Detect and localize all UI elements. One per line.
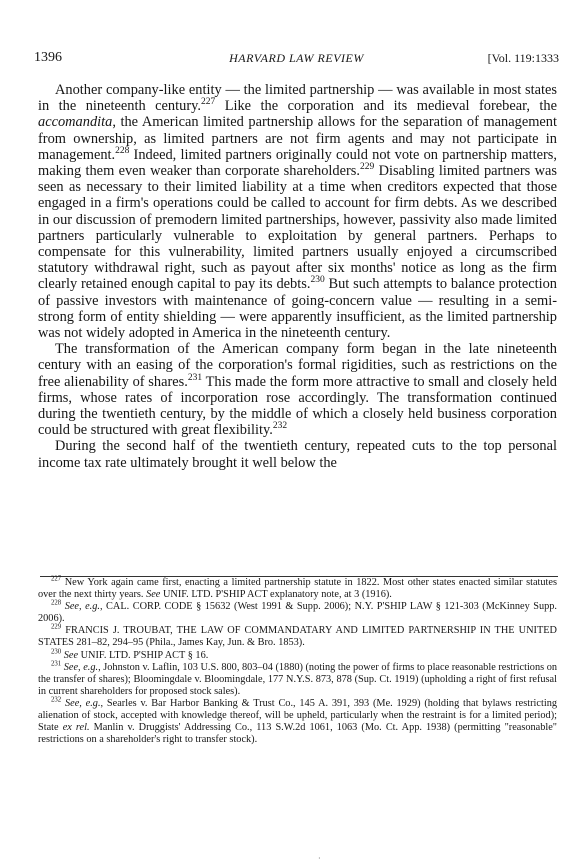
footnote-number: 231 [51, 660, 62, 668]
footnote-number: 232 [51, 696, 62, 704]
footnote-228 [38, 601, 557, 625]
footnote-ref-227[interactable]: 227 [200, 97, 216, 108]
footnote-231 [38, 662, 557, 698]
footnote-text: New York again came first, enacting a limited partnership statute in 1822. Most other states enacted similar statutes over the next thirty years. [38, 577, 557, 601]
footnote-number: 230 [51, 648, 62, 656]
footnote-227 [38, 577, 557, 601]
footnote-229 [38, 625, 557, 649]
footnote-ref-230[interactable]: 230 [310, 275, 325, 286]
text-run: , the American limited partnership allows for the separation of management from ownership, as limited partners are not firm agents and may not participate in management. [38, 114, 557, 163]
paragraph-tax-rate: During the second half of the twentieth century, repeated cuts to the top personal income tax rate ultimately brought it well below the [38, 438, 557, 471]
footnote-text: UNIF. LTD. P'SHIP ACT § 16. [78, 649, 209, 661]
text-run: Another company-like entity — the limited partnership — was available in most states in the nineteenth century. [38, 82, 557, 115]
footnote-230 [38, 650, 557, 662]
footnote-text: , CAL. CORP. CODE § 15632 (West 1991 & Supp. 2006); N.Y. P'SHIP LAW § 121-303 (McKinney Supp. 2006). [38, 601, 557, 625]
text-run: Disabling limited partners was seen as necessary to their limited liability at a time when creditors expected that those engaged in a firm's operations could be called to account for firm debts. As we described in our discussion of premodern limited partnerships, however, passivity also made limited partners particularly vulnerable to exploitation by general partners. Perhaps to compensate for this vulnerability, limited partners usually enjoyed a circumscribed statutory withdrawal right, such as payout after six months' notice as long as the firm clearly retained enough capital to pay its debts. [38, 163, 557, 293]
footnote-text: , Johnston v. Laflin, 103 U.S. 800, 803–04 (1880) (noting the power of firms to place reasonable restrictions on the transfer of shares); Bloomingdale v. Bloomingdale, 177 N.Y.S. 873, 878 (Sup. Ct. 1919) (upholding a right of first refusal in current shareholders for proposed stock sales). [38, 661, 557, 697]
running-header [34, 50, 559, 70]
volume-citation: [Vol. 119:1333 [487, 51, 559, 65]
footnote-text: UNIF. LTD. P'SHIP ACT explanatory note, at 3 (1916). [160, 589, 392, 601]
signal-see: See [146, 589, 161, 601]
text-run: Indeed, limited partners originally could not vote on partnership matters, making them even weaker than corporate shareholders. [38, 146, 557, 180]
text-run: This made the form more attractive to small and closely held firms, whose rates of incorporation rose accordingly. The transformation continued during the twentieth century, by the middle of which a closely held business corporation could be structured with great flexibility. [38, 373, 558, 439]
accomandita-term: accomandita [38, 114, 113, 131]
footnote-ref-232[interactable]: 232 [272, 421, 288, 432]
signal-ex-rel: ex rel. [62, 722, 90, 734]
text-run: But such attempts to balance protection of passive investors with maintenance of going-concern value — resulting in a semi-strong form of entity shielding — were apparently insufficient, as the limited partnership was not widely adopted in America in the nineteenth century. [38, 276, 557, 342]
signal-see: See, e.g. [64, 697, 101, 709]
footnote-ref-228[interactable]: 228 [115, 146, 130, 157]
running-title: HARVARD LAW REVIEW [229, 51, 364, 65]
page-number: 1396 [34, 50, 62, 65]
footnote-ref-229[interactable]: 229 [360, 162, 375, 173]
footnote-text: Manlin v. Druggists' Addressing Co., 113 S.W.2d 1061, 1063 (Mo. Ct. App. 1938) (permitting "reasonable" restrictions on a shareholder's right to transfer stock). [38, 722, 557, 746]
footnote-text: , Searles v. Bar Harbor Banking & Trust Co., 145 A. 391, 393 (Me. 1929) (holding that bylaws restricting alienation of stock, accepted with knowledge thereof, will be upheld, particularly when the restraint is for a limited period); State [38, 697, 557, 734]
signal-see: See [63, 649, 79, 661]
footnote-text: FRANCIS J. TROUBAT, THE LAW OF COMMANDATARY AND LIMITED PARTNERSHIP IN THE UNITED STATES 281–82, 294–95 (Phila., James Kay, Jun. & Bro. 1853). [38, 625, 557, 649]
signal-see: See, e.g. [64, 601, 100, 613]
paragraph-company-transformation [38, 341, 557, 438]
footnote-number: 229 [51, 623, 62, 631]
body-text [38, 82, 557, 471]
signal-see: See, e.g. [63, 661, 99, 673]
footnote-ref-231[interactable]: 231 [187, 372, 203, 383]
paragraph-limited-partnership [38, 82, 557, 341]
text-run: The transformation of the American company form began in the late nineteenth century with an easing of the corporation's formal rigidities, such as restrictions on the free alienability of shares. [38, 341, 557, 390]
footnote-number: 228 [51, 599, 62, 607]
footnote-232 [38, 698, 557, 746]
footnote-number: 227 [51, 575, 62, 583]
scan-mark: · [318, 854, 321, 863]
text-run: Like the corporation and its medieval forebear, the [215, 98, 557, 115]
footnotes [38, 577, 557, 746]
